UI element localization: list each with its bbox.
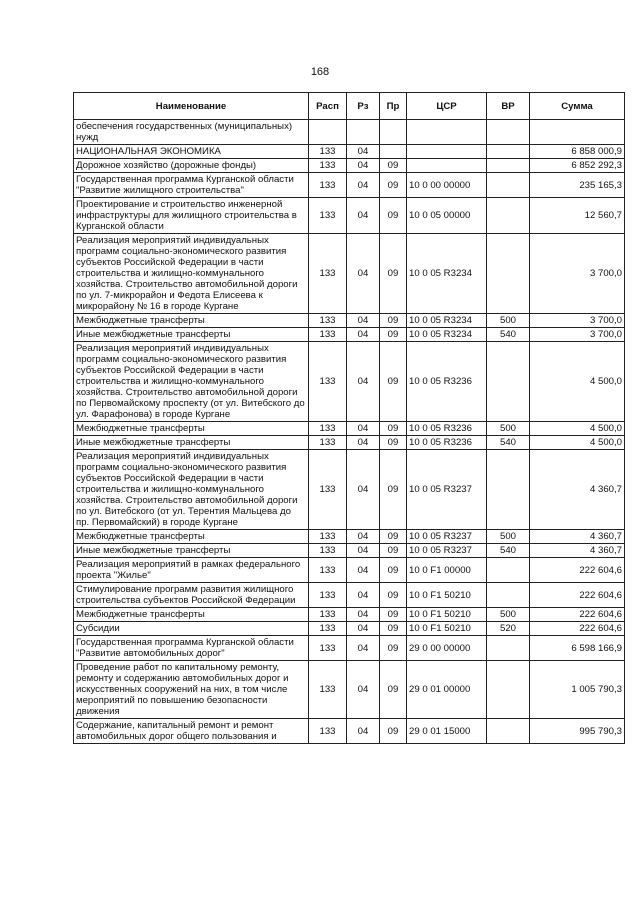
row-pr: 09 xyxy=(380,173,407,198)
row-rasp: 133 xyxy=(309,530,347,544)
row-csr xyxy=(407,120,487,145)
row-name: Межбюджетные трансферты xyxy=(74,530,309,544)
row-name: Дорожное хозяйство (дорожные фонды) xyxy=(74,159,309,173)
row-sum: 222 604,6 xyxy=(530,608,625,622)
row-sum: 3 700,0 xyxy=(530,328,625,342)
table-row xyxy=(74,198,625,234)
row-rz: 04 xyxy=(347,328,380,342)
table-row xyxy=(74,120,625,145)
row-rasp: 133 xyxy=(309,608,347,622)
row-rz: 04 xyxy=(347,234,380,314)
row-csr: 10 0 F1 00000 xyxy=(407,558,487,583)
column-header-pr: Пр xyxy=(380,93,407,120)
row-sum: 4 360,7 xyxy=(530,450,625,530)
row-rasp: 133 xyxy=(309,159,347,173)
table-row xyxy=(74,636,625,661)
row-pr: 09 xyxy=(380,314,407,328)
row-pr: 09 xyxy=(380,198,407,234)
row-vr xyxy=(487,583,530,608)
row-vr xyxy=(487,173,530,198)
row-rz xyxy=(347,120,380,145)
table-row xyxy=(74,661,625,719)
row-csr: 10 0 05 00000 xyxy=(407,198,487,234)
row-vr: 540 xyxy=(487,544,530,558)
row-rz: 04 xyxy=(347,583,380,608)
column-header-name: Наименование xyxy=(74,93,309,120)
row-csr xyxy=(407,159,487,173)
row-rasp: 133 xyxy=(309,198,347,234)
row-sum: 222 604,6 xyxy=(530,622,625,636)
table-row xyxy=(74,234,625,314)
row-rasp: 133 xyxy=(309,328,347,342)
row-name: Проведение работ по капитальному ремонту, ремонту и содержанию автомобильных дорог и искусственных сооружений на них, в том числе мероприятий по повышению безопасности движения xyxy=(74,661,309,719)
row-rz: 04 xyxy=(347,608,380,622)
row-sum: 995 790,3 xyxy=(530,719,625,744)
table-row xyxy=(74,583,625,608)
table-row xyxy=(74,530,625,544)
row-rz: 04 xyxy=(347,198,380,234)
table-row xyxy=(74,328,625,342)
row-vr xyxy=(487,342,530,422)
row-rz: 04 xyxy=(347,450,380,530)
row-pr: 09 xyxy=(380,234,407,314)
row-name: Межбюджетные трансферты xyxy=(74,608,309,622)
row-sum: 222 604,6 xyxy=(530,583,625,608)
row-pr: 09 xyxy=(380,719,407,744)
row-pr: 09 xyxy=(380,422,407,436)
row-pr xyxy=(380,120,407,145)
row-vr: 540 xyxy=(487,328,530,342)
column-header-sum: Сумма xyxy=(530,93,625,120)
row-pr: 09 xyxy=(380,558,407,583)
row-name: Иные межбюджетные трансферты xyxy=(74,328,309,342)
row-name: Реализация мероприятий индивидуальных программ социально-экономического развития субъектов Российской Федерации в части строительства и жилищно-коммунального хозяйства. Строительство автомобильной дороги по ул. 7-микрорайон и Федота Елисеева к микрорайону № 16 в городе Кургане xyxy=(74,234,309,314)
row-csr: 29 0 00 00000 xyxy=(407,636,487,661)
row-sum: 12 560,7 xyxy=(530,198,625,234)
row-rasp: 133 xyxy=(309,622,347,636)
row-vr xyxy=(487,198,530,234)
row-pr: 09 xyxy=(380,328,407,342)
row-name: Реализация мероприятий индивидуальных программ социально-экономического развития субъектов Российской Федерации в части строительства и жилищно-коммунального хозяйства. Строительство автомобильной дороги по Первомайскому проспекту (от ул. Витебского до ул. Фарафонова) в городе Кургане xyxy=(74,342,309,422)
row-name: Государственная программа Курганской области "Развитие автомобильных дорог" xyxy=(74,636,309,661)
row-csr: 29 0 01 15000 xyxy=(407,719,487,744)
table-row xyxy=(74,608,625,622)
column-header-rasp: Расп xyxy=(309,93,347,120)
row-rz: 04 xyxy=(347,422,380,436)
row-rasp xyxy=(309,120,347,145)
row-pr: 09 xyxy=(380,583,407,608)
row-sum: 235 165,3 xyxy=(530,173,625,198)
row-rasp: 133 xyxy=(309,342,347,422)
row-sum: 6 852 292,3 xyxy=(530,159,625,173)
row-vr xyxy=(487,159,530,173)
row-csr xyxy=(407,145,487,159)
row-sum: 6 858 000,9 xyxy=(530,145,625,159)
row-csr: 10 0 00 00000 xyxy=(407,173,487,198)
row-rasp: 133 xyxy=(309,234,347,314)
row-rasp: 133 xyxy=(309,636,347,661)
row-vr xyxy=(487,120,530,145)
row-csr: 29 0 01 00000 xyxy=(407,661,487,719)
row-pr: 09 xyxy=(380,544,407,558)
row-csr: 10 0 05 R3236 xyxy=(407,436,487,450)
row-rasp: 133 xyxy=(309,314,347,328)
table-row xyxy=(74,719,625,744)
row-rz: 04 xyxy=(347,342,380,422)
row-pr: 09 xyxy=(380,159,407,173)
page-number: 168 xyxy=(310,66,330,78)
table-row xyxy=(74,342,625,422)
row-csr: 10 0 F1 50210 xyxy=(407,622,487,636)
row-csr: 10 0 05 R3237 xyxy=(407,544,487,558)
row-name: Содержание, капитальный ремонт и ремонт автомобильных дорог общего пользования и xyxy=(74,719,309,744)
table-row xyxy=(74,436,625,450)
table-row xyxy=(74,145,625,159)
row-rz: 04 xyxy=(347,719,380,744)
row-vr xyxy=(487,145,530,159)
row-name: Реализация мероприятий индивидуальных программ социально-экономического развития субъектов Российской Федерации в части строительства и жилищно-коммунального хозяйства. Строительство автомобильной дороги по ул. Витебского (от ул. Терентия Мальцева до пр. Первомайский) в городе Кургане xyxy=(74,450,309,530)
row-rasp: 133 xyxy=(309,583,347,608)
row-vr xyxy=(487,719,530,744)
row-vr: 500 xyxy=(487,608,530,622)
row-rasp: 133 xyxy=(309,422,347,436)
row-rz: 04 xyxy=(347,544,380,558)
table-row xyxy=(74,173,625,198)
row-rz: 04 xyxy=(347,558,380,583)
row-vr xyxy=(487,661,530,719)
row-sum: 4 360,7 xyxy=(530,544,625,558)
row-vr xyxy=(487,234,530,314)
row-csr: 10 0 F1 50210 xyxy=(407,608,487,622)
row-vr: 500 xyxy=(487,314,530,328)
table-header-row xyxy=(74,93,625,120)
row-csr: 10 0 05 R3237 xyxy=(407,450,487,530)
table-row xyxy=(74,159,625,173)
row-vr: 500 xyxy=(487,530,530,544)
row-rasp: 133 xyxy=(309,544,347,558)
row-pr: 09 xyxy=(380,342,407,422)
table-row xyxy=(74,314,625,328)
row-sum: 4 500,0 xyxy=(530,342,625,422)
row-rasp: 133 xyxy=(309,173,347,198)
row-name: Иные межбюджетные трансферты xyxy=(74,436,309,450)
table-row xyxy=(74,558,625,583)
row-rasp: 133 xyxy=(309,719,347,744)
row-rz: 04 xyxy=(347,636,380,661)
row-rz: 04 xyxy=(347,530,380,544)
row-pr: 09 xyxy=(380,661,407,719)
table-row xyxy=(74,544,625,558)
row-name: Межбюджетные трансферты xyxy=(74,314,309,328)
row-pr: 09 xyxy=(380,608,407,622)
row-sum: 6 598 166,9 xyxy=(530,636,625,661)
row-name: Государственная программа Курганской области "Развитие жилищного строительства" xyxy=(74,173,309,198)
row-rz: 04 xyxy=(347,436,380,450)
row-sum: 1 005 790,3 xyxy=(530,661,625,719)
row-rasp: 133 xyxy=(309,558,347,583)
row-pr: 09 xyxy=(380,622,407,636)
table-row xyxy=(74,622,625,636)
budget-table xyxy=(73,92,625,744)
row-vr: 520 xyxy=(487,622,530,636)
row-sum: 3 700,0 xyxy=(530,234,625,314)
row-csr: 10 0 05 R3234 xyxy=(407,234,487,314)
row-csr: 10 0 05 R3234 xyxy=(407,314,487,328)
row-csr: 10 0 05 R3237 xyxy=(407,530,487,544)
row-csr: 10 0 05 R3236 xyxy=(407,342,487,422)
row-name: Стимулирование программ развития жилищного строительства субъектов Российской Федерации xyxy=(74,583,309,608)
row-sum: 3 700,0 xyxy=(530,314,625,328)
row-name: Проектирование и строительство инженерной инфраструктуры для жилищного строительства в Курганской области xyxy=(74,198,309,234)
row-rasp: 133 xyxy=(309,661,347,719)
row-name: Межбюджетные трансферты xyxy=(74,422,309,436)
row-rz: 04 xyxy=(347,622,380,636)
row-rz: 04 xyxy=(347,145,380,159)
row-vr xyxy=(487,450,530,530)
row-rz: 04 xyxy=(347,661,380,719)
row-sum: 222 604,6 xyxy=(530,558,625,583)
row-csr: 10 0 05 R3236 xyxy=(407,422,487,436)
row-rasp: 133 xyxy=(309,145,347,159)
row-vr xyxy=(487,558,530,583)
row-rz: 04 xyxy=(347,173,380,198)
table-row xyxy=(74,450,625,530)
column-header-rz: Рз xyxy=(347,93,380,120)
row-name: Иные межбюджетные трансферты xyxy=(74,544,309,558)
column-header-vr: ВР xyxy=(487,93,530,120)
row-pr: 09 xyxy=(380,450,407,530)
row-csr: 10 0 05 R3234 xyxy=(407,328,487,342)
row-name: НАЦИОНАЛЬНАЯ ЭКОНОМИКА xyxy=(74,145,309,159)
row-rz: 04 xyxy=(347,159,380,173)
row-sum: 4 360,7 xyxy=(530,530,625,544)
row-rasp: 133 xyxy=(309,436,347,450)
table-row xyxy=(74,422,625,436)
row-rasp: 133 xyxy=(309,450,347,530)
row-vr: 540 xyxy=(487,436,530,450)
row-name: Субсидии xyxy=(74,622,309,636)
row-pr xyxy=(380,145,407,159)
row-pr: 09 xyxy=(380,530,407,544)
row-vr: 500 xyxy=(487,422,530,436)
column-header-csr: ЦСР xyxy=(407,93,487,120)
row-sum: 4 500,0 xyxy=(530,422,625,436)
row-name: обеспечения государственных (муниципальных) нужд xyxy=(74,120,309,145)
row-csr: 10 0 F1 50210 xyxy=(407,583,487,608)
row-pr: 09 xyxy=(380,436,407,450)
row-pr: 09 xyxy=(380,636,407,661)
row-vr xyxy=(487,636,530,661)
row-sum xyxy=(530,120,625,145)
row-name: Реализация мероприятий в рамках федерального проекта "Жилье" xyxy=(74,558,309,583)
row-sum: 4 500,0 xyxy=(530,436,625,450)
row-rz: 04 xyxy=(347,314,380,328)
